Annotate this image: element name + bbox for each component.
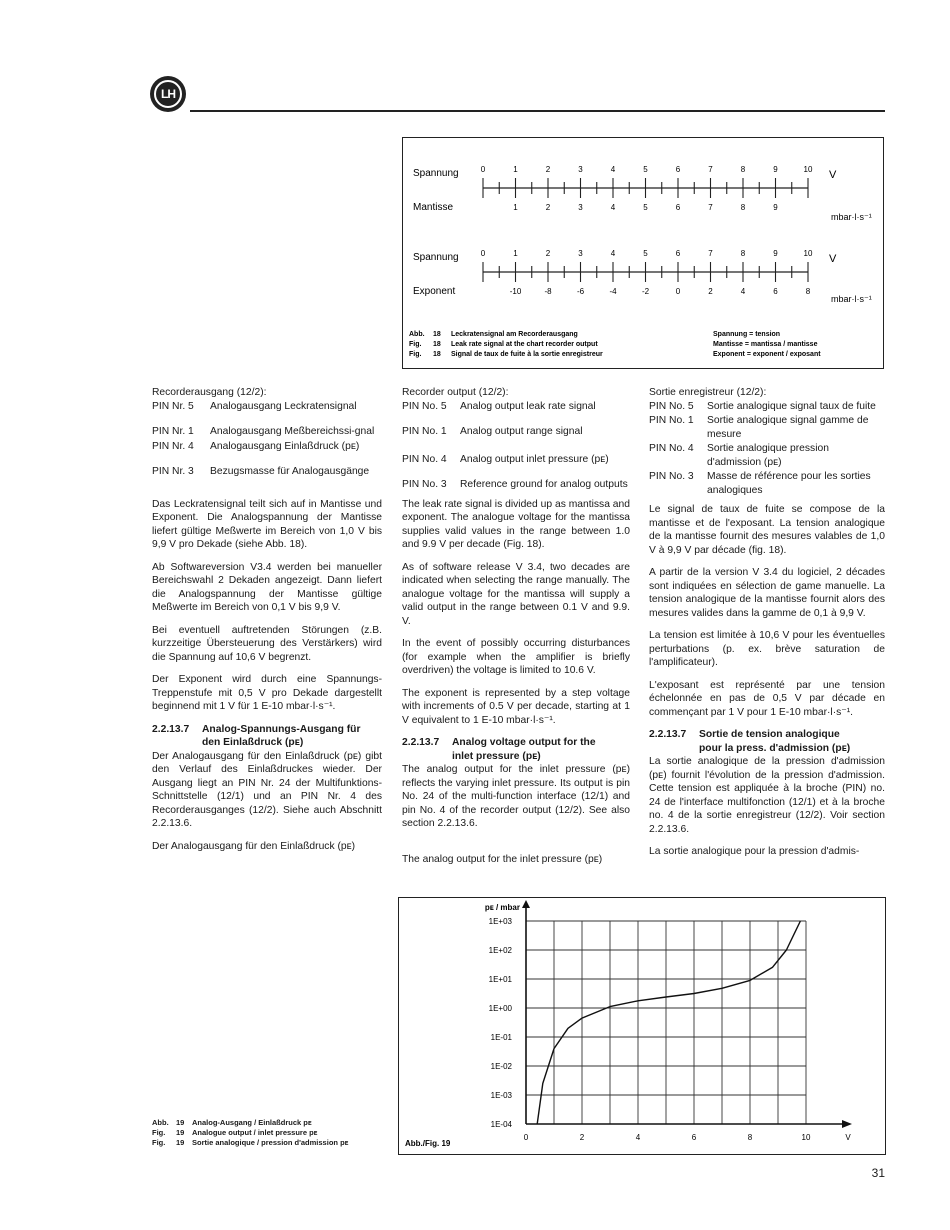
y-tick-label: 1E+03	[488, 917, 512, 926]
y-axis-arrow	[522, 900, 530, 908]
fr-paragraph: L'exposant est représenté par une tension échelonnée en pas de 0,5 V par décade en commençant par 1 V pour 1 E-10 mbar·l·s⁻¹.	[649, 679, 885, 718]
de-paragraph: Ab Softwareversion V3.4 werden bei manueller Bereichswahl 2 Dekaden angezeigt. Dann liefert die Analogspannung der Mantisse gültige Meßwerte im Bereich von 0,1 V bis 9,9 V.	[152, 561, 382, 613]
fr-pin-row	[649, 470, 885, 497]
fig18-legend-item: Exponent = exponent / exposant	[713, 351, 821, 358]
pin-key: PIN No. 4	[649, 443, 694, 454]
figure-19	[398, 897, 886, 1155]
pin-value: Bezugsmasse für Analogausgänge	[210, 466, 370, 477]
x-tick-label: 2	[579, 1133, 585, 1142]
pin-key: PIN Nr. 1	[152, 426, 194, 437]
header-rule	[190, 110, 885, 112]
fr-paragraph: La sortie analogique de la pression d'admission (pᴇ) fournit l'évolution de la pression d'admission. Cette tension est appliquée à la broche (PIN) no. 24 de l'interface multifonction (12/1) et à la broche no. 4 de la sortie enregistreur (12/2). Voir section 2.2.13.6.	[649, 756, 885, 835]
scale-top-label: 8	[740, 249, 746, 258]
y-tick-label: 1E-02	[490, 1062, 512, 1071]
pin-value: Sortie analogique signal taux de fuite	[707, 400, 876, 412]
scale-top-label: 9	[773, 165, 778, 174]
pin-key: PIN No. 1	[402, 426, 447, 437]
fig18-caption-k: Abb.	[409, 331, 425, 338]
pin-key: PIN No. 3	[649, 471, 694, 482]
scale-bottom-label: 6	[675, 203, 681, 212]
exponent-scale	[481, 249, 813, 296]
chart-corner-label: Abb./Fig. 19	[405, 1139, 451, 1148]
fig18-caption-k: Fig.	[409, 351, 422, 358]
scale-top-label: 7	[708, 165, 713, 174]
figure-18	[402, 137, 884, 369]
scale-top-label: 0	[480, 249, 486, 258]
scale-top-label: 2	[545, 249, 551, 258]
de-paragraph: Der Analogausgang für den Einlaßdruck (pᴇ) gibt den Verlauf des Einlaßdruckes wieder. Der Ausgang liegt an PIN Nr. 24 der Multifunktions-Schnittstelle (12/1) und an PIN Nr. 4 des Recorderausganges (12/2). Siehe auch Abschnitt 2.2.13.6.	[152, 750, 382, 829]
scale-bottom-label: 4	[610, 203, 616, 212]
scale-top-label: 3	[578, 249, 583, 258]
scale-top-label: 5	[643, 249, 648, 258]
en-paragraph: In the event of possibly occurring disturbances (for example when the amplifier is briefly overdriven) the voltage is limited to 10.6 V.	[402, 638, 630, 676]
row2-label-bottom: Exponent	[413, 286, 456, 297]
row1-unit-bottom: mbar·l·s⁻¹	[831, 212, 872, 222]
de-heading: Recorderausgang (12/2):	[152, 387, 267, 398]
scale-top-label: 2	[545, 165, 551, 174]
pin-value: Analogausgang Meßbereichssi-gnal	[210, 426, 375, 437]
de-paragraph: Das Leckratensignal teilt sich auf in Mantisse und Exponent. Die Analogspannung der Mantisse liefert gültige Meßwerte im Bereich von 1,0 V bis 9,9 V pro Dekade (siehe Abb. 18).	[152, 498, 382, 550]
x-tick-label: 0	[523, 1133, 529, 1142]
x-tick-label: 10	[801, 1133, 811, 1142]
scale-bottom-label: 6	[773, 287, 778, 296]
page-number: 31	[871, 1166, 885, 1180]
fig18-caption-en: Leak rate signal at the chart recorder output	[451, 341, 598, 348]
de-pin-row	[152, 465, 382, 479]
y-tick-label: 1E-01	[490, 1033, 512, 1042]
scale-bottom-label: -10	[509, 287, 522, 296]
scale-bottom-label: -6	[576, 287, 585, 296]
pin-key: PIN No. 1	[649, 415, 694, 426]
en-pin-row	[402, 478, 630, 492]
de-pin-row	[152, 400, 382, 414]
fr-heading: Sortie enregistreur (12/2):	[649, 387, 767, 398]
en-paragraph: As of software release V 3.4, two decades are indicated when selecting the range manually. The analogue voltage for the mantissa will supply a valid output in the range between 0.1 V and 9.9. V.	[402, 561, 630, 627]
y-tick-label: 1E+01	[488, 975, 512, 984]
fr-pin-row	[649, 442, 885, 469]
fr-pin-row	[649, 400, 885, 414]
scale-bottom-label: 8	[740, 203, 746, 212]
x-tick-label: 6	[691, 1133, 697, 1142]
x-tick-label: 4	[635, 1133, 641, 1142]
x-tick-label: 8	[747, 1133, 753, 1142]
pin-value: Analog output inlet pressure (pᴇ)	[460, 453, 609, 465]
en-paragraph: The analog output for the inlet pressure (pᴇ)	[402, 853, 603, 865]
pin-key: PIN No. 5	[402, 400, 447, 412]
fig18-caption-n: 18	[433, 331, 441, 338]
scale-top-label: 1	[513, 165, 518, 174]
scale-top-label: 8	[740, 165, 746, 174]
pin-value: Analog output range signal	[460, 426, 583, 437]
row2-label-top: Spannung	[413, 252, 459, 263]
fr-paragraph: Le signal de taux de fuite se compose de la mantisse et de l'exposant. La tension analogique de la mantisse fournit des mesures valables de 1,0 V à 9,9 V par décade (fig. 18).	[649, 504, 885, 556]
scale-top-label: 3	[578, 165, 583, 174]
scale-bottom-label: 9	[773, 203, 778, 212]
scale-bottom-label: -2	[641, 287, 650, 296]
en-pin-row	[402, 425, 630, 439]
fig18-caption-k: Fig.	[409, 341, 422, 348]
pin-key: PIN Nr. 5	[152, 400, 194, 412]
x-axis-arrow	[842, 1120, 852, 1128]
de-paragraph: Bei eventuell auftretenden Störungen (z.B. kurzzeitige Übersteuerung des Verstärkers) wird die Spannung auf 10,6 V begrenzt.	[152, 624, 382, 663]
y-tick-label: 1E+02	[488, 946, 512, 955]
pin-value: Analogausgang Einlaßdruck (pᴇ)	[210, 440, 360, 452]
de-pin-row	[152, 440, 382, 454]
scale-bottom-label: 2	[545, 203, 551, 212]
figure-19-captions	[152, 1118, 392, 1148]
scale-top-label: 4	[610, 165, 616, 174]
fig18-caption-fr: Signal de taux de fuite à la sortie enregistreur	[451, 351, 603, 358]
de-paragraph: Der Analogausgang für den Einlaßdruck (pᴇ)	[152, 840, 356, 852]
figure-19-chart	[399, 898, 885, 1154]
scale-top-label: 9	[773, 249, 778, 258]
row1-unit-top: V	[829, 169, 837, 181]
scale-bottom-label: 0	[675, 287, 681, 296]
scale-top-label: 10	[803, 165, 813, 174]
company-logo: LH	[150, 76, 186, 112]
scale-bottom-label: 7	[708, 203, 713, 212]
row2-unit-bottom: mbar·l·s⁻¹	[831, 294, 872, 304]
fig18-caption-de: Leckratensignal am Recorderausgang	[451, 331, 578, 338]
scale-bottom-label: 4	[740, 287, 746, 296]
column-english	[402, 386, 630, 875]
scale-top-label: 6	[675, 165, 681, 174]
pin-value: Analogausgang Leckratensignal	[210, 400, 357, 412]
pin-value: Masse de référence pour les sorties analogiques	[707, 471, 871, 496]
pin-key: PIN No. 4	[402, 453, 447, 465]
en-paragraph: The leak rate signal is divided up as mantissa and exponent. The analogue voltage for the mantissa supplies valid values in the range between 1.0 and 9.9 V per decade (Fig. 18).	[402, 498, 630, 550]
y-tick-label: 1E-04	[490, 1120, 512, 1129]
en-pin-row	[402, 453, 630, 467]
de-pin-row	[152, 425, 382, 439]
x-axis-label: V	[845, 1133, 851, 1142]
en-paragraph: The analog output for the inlet pressure (pᴇ) reflects the varying inlet pressure. Its output is pin No. 24 of the multi-function interface (12/1) and pin No. 4 of the recorder output (12/2). See also section 2.2.13.6.	[402, 764, 630, 829]
row2-unit-top: V	[829, 253, 837, 265]
scale-bottom-label: 2	[708, 287, 713, 296]
en-heading: Recorder output (12/2):	[402, 387, 509, 398]
scale-bottom-label: 5	[643, 203, 648, 212]
fr-paragraph: La sortie analogique pour la pression d'admis-	[649, 846, 860, 857]
scale-bottom-label: 8	[805, 287, 811, 296]
fr-paragraph: A partir de la version V 3.4 du logiciel, 2 décades sont indiquées en sélection de game manuelle. La tension analogique de la mantisse fournit alors des mesures valides dans la gamme de 0,1 à 9,9 V.	[649, 567, 885, 619]
fr-section-heading: 2.2.13.7 Sortie de tension analogique pour la press. d'admission (pᴇ)	[649, 729, 851, 754]
scale-top-label: 7	[708, 249, 713, 258]
fig18-legend-item: Mantisse = mantissa / mantisse	[713, 341, 818, 348]
scale-top-label: 6	[675, 249, 681, 258]
y-tick-label: 1E-03	[490, 1091, 512, 1100]
en-paragraph: The exponent is represented by a step voltage with increments of 0.5 V per decade, starting at 1 V equivalent to 1 E-10 mbar·l·s⁻¹.	[402, 687, 630, 726]
figure-18-captions	[409, 331, 821, 358]
pin-key: PIN No. 5	[649, 400, 694, 412]
pin-key: PIN No. 3	[402, 479, 447, 490]
en-section-heading: 2.2.13.7 Analog voltage output for the inlet pressure (pᴇ)	[402, 737, 596, 762]
fig18-legend-item: Spannung = tension	[713, 331, 781, 338]
pressure-curve	[537, 921, 800, 1124]
pin-value: Sortie analogique signal gamme de mesure	[707, 415, 869, 440]
scale-top-label: 4	[610, 249, 616, 258]
scale-bottom-label: -8	[544, 287, 552, 296]
fig18-caption-n: 18	[433, 351, 441, 358]
de-section-heading: 2.2.13.7 Analog-Spannungs-Ausgang für den Einlaßdruck (pᴇ)	[152, 723, 361, 748]
fr-paragraph: La tension est limitée à 10,6 V pour les éventuelles perturbations (p. ex. brève saturation de l'amplificateur).	[649, 630, 885, 668]
scale-bottom-label: 3	[578, 203, 583, 212]
column-french	[649, 386, 885, 868]
fig19-caption-row: Abb. 19 Analog-Ausgang / Einlaßdruck pᴇ	[152, 1118, 312, 1127]
pin-value: Reference ground for analog outputs	[460, 479, 628, 490]
scale-top-label: 10	[803, 249, 813, 258]
scale-bottom-label: 1	[513, 203, 518, 212]
scale-bottom-label: -4	[609, 287, 617, 296]
fig18-caption-n: 18	[433, 341, 441, 348]
mantissa-scale	[481, 165, 813, 212]
de-paragraph: Der Exponent wird durch eine Spannungs-Treppenstufe mit 0,5 V pro Dekade dargestellt beginnend mit 1 V für 1 E-10 mbar·l·s⁻¹.	[152, 674, 382, 712]
column-german	[152, 386, 382, 862]
scale-top-label: 5	[643, 165, 648, 174]
pin-value: Sortie analogique pression d'admission (pᴇ)	[707, 443, 829, 468]
pin-key: PIN Nr. 3	[152, 466, 194, 477]
fig19-caption-row: Fig. 19 Analogue output / inlet pressure pᴇ	[152, 1128, 318, 1137]
scale-top-label: 1	[513, 249, 518, 258]
y-tick-label: 1E+00	[488, 1004, 512, 1013]
fr-pin-row	[649, 414, 885, 441]
row1-label-bottom: Mantisse	[413, 202, 454, 213]
figure-18-diagram	[403, 138, 883, 368]
pin-value: Analog output leak rate signal	[460, 400, 596, 412]
pin-key: PIN Nr. 4	[152, 440, 194, 452]
en-pin-row	[402, 400, 630, 414]
row1-label-top: Spannung	[413, 168, 459, 179]
fig19-caption-row: Fig. 19 Sortie analogique / pression d'admission pᴇ	[152, 1138, 349, 1147]
scale-top-label: 0	[480, 165, 486, 174]
y-axis-label: pᴇ / mbar	[484, 903, 520, 912]
